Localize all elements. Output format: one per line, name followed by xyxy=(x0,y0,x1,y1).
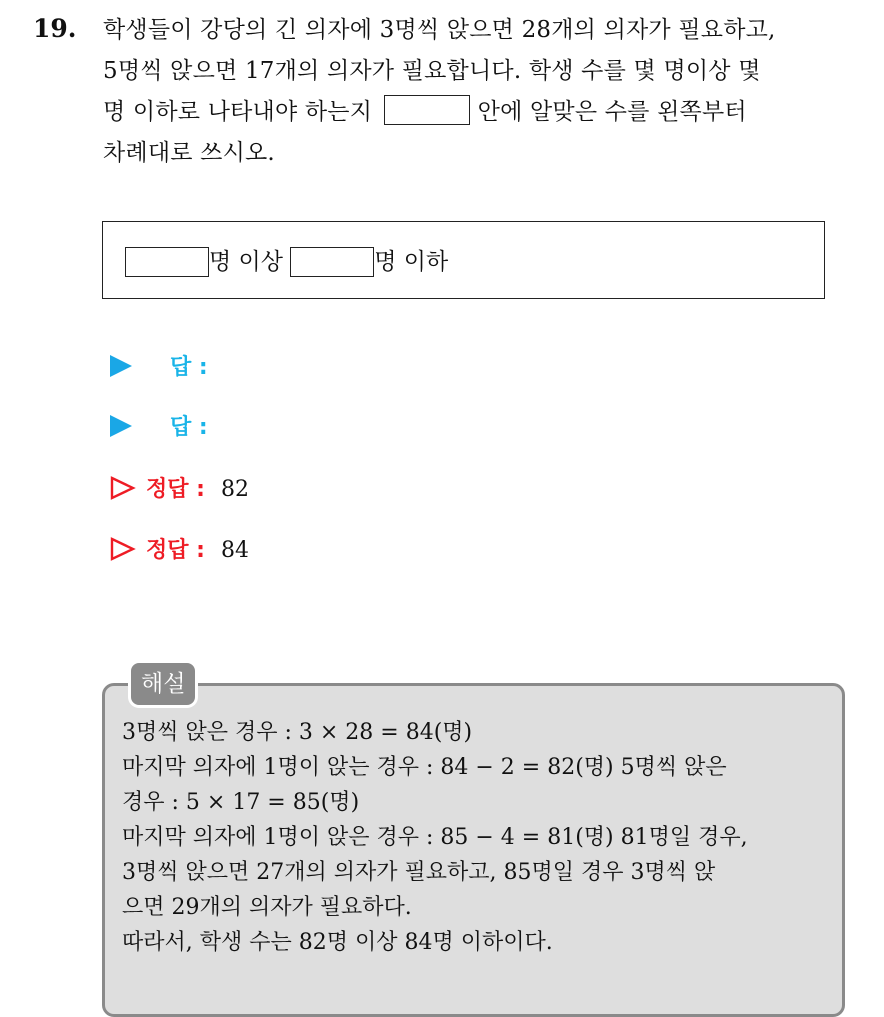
answer-row xyxy=(110,412,224,444)
correct-answer-value: 84 xyxy=(220,538,249,563)
answer-label: 답 : xyxy=(170,415,208,440)
max-answer-blank[interactable] xyxy=(290,247,374,277)
max-label: 명 이하 xyxy=(374,249,449,275)
correct-answer-row xyxy=(110,535,249,567)
answer-label: 답 : xyxy=(170,355,208,380)
min-answer-blank[interactable] xyxy=(125,247,209,277)
explanation-tab: 해설 xyxy=(128,660,198,708)
question-text xyxy=(103,10,873,174)
correct-answer-label: 정답 : xyxy=(146,538,205,563)
explanation-line: 3명씩 앉은 경우 : 3 × 28 = 84(명) xyxy=(122,720,473,745)
filled-triangle-icon xyxy=(110,415,132,437)
question-line: 학생들이 강당의 긴 의자에 3명씩 앉으면 28개의 의자가 필요하고, xyxy=(103,17,776,43)
outline-triangle-icon xyxy=(110,537,136,561)
question-line: 안에 알맞은 수를 왼쪽부터 xyxy=(477,99,747,125)
explanation-line: 마지막 의자에 1명이 앉은 경우 : 85 − 4 = 81(명) 81명일 경우, xyxy=(122,825,748,850)
min-label: 명 이상 xyxy=(209,249,283,275)
answer-template-row xyxy=(125,246,448,278)
explanation-line: 마지막 의자에 1명이 앉는 경우 : 84 − 2 = 82(명) 5명씩 앉은 xyxy=(122,755,727,780)
question-number: 19. xyxy=(33,14,77,43)
filled-triangle-icon xyxy=(110,355,132,377)
answer-row xyxy=(110,352,224,384)
explanation-line: 3명씩 앉으면 27개의 의자가 필요하고, 85명일 경우 3명씩 앉 xyxy=(122,860,716,885)
explanation-line: 따라서, 학생 수는 82명 이상 84명 이하이다. xyxy=(122,930,553,955)
outline-triangle-icon xyxy=(110,476,136,500)
explanation-text xyxy=(122,715,837,960)
explanation-line: 경우 : 5 × 17 = 85(명) xyxy=(122,790,360,815)
correct-answer-value: 82 xyxy=(220,477,249,502)
explanation-line: 으면 29개의 의자가 필요하다. xyxy=(122,895,412,920)
question-line: 5명씩 앉으면 17개의 의자가 필요합니다. 학생 수를 몇 명이상 몇 xyxy=(103,58,761,84)
correct-answer-row xyxy=(110,474,249,506)
answer-template-frame xyxy=(102,221,825,299)
inline-blank-box xyxy=(384,95,470,125)
correct-answer-label: 정답 : xyxy=(146,477,205,502)
question-line: 명 이하로 나타내야 하는지 xyxy=(103,99,373,125)
question-line-with-box xyxy=(103,92,873,133)
question-line: 차례대로 쓰시오. xyxy=(103,140,275,166)
